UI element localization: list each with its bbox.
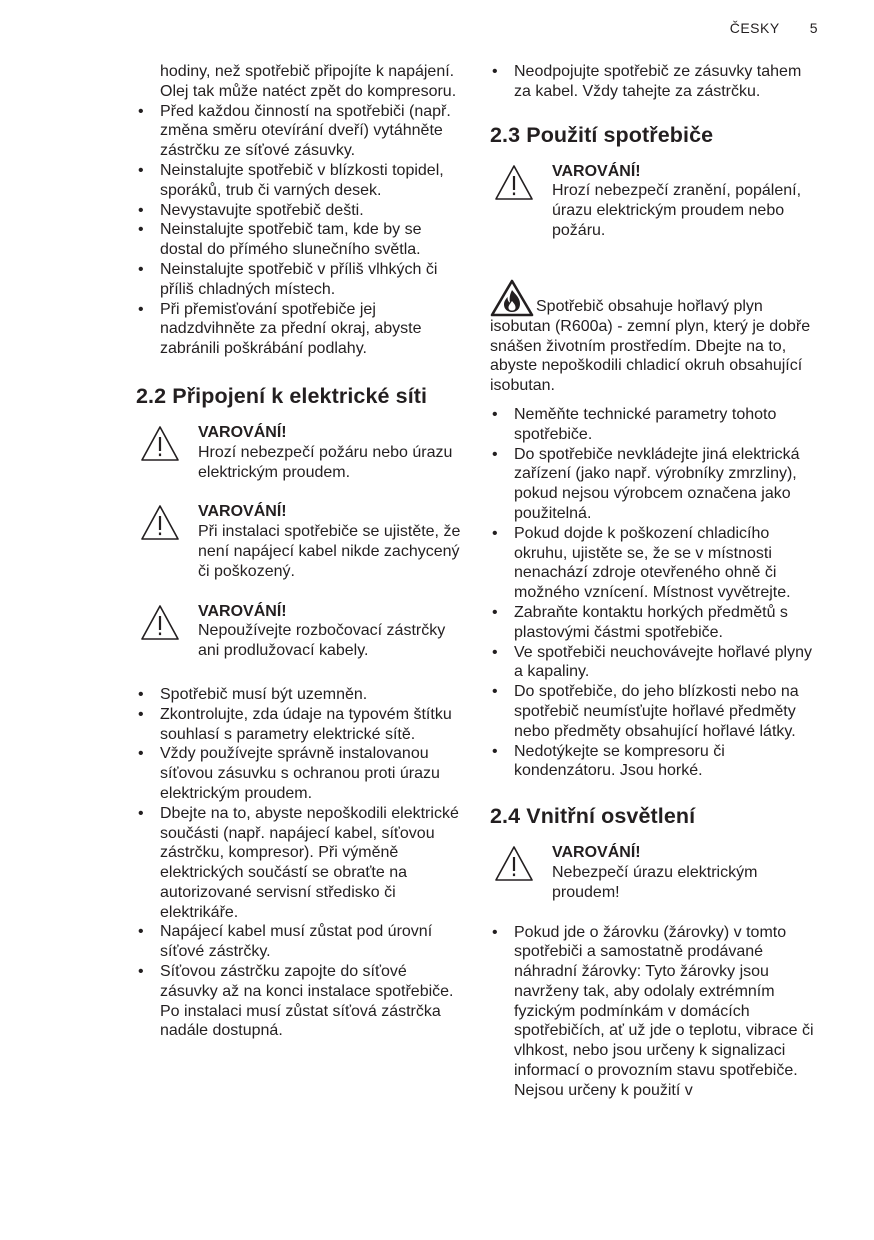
language-label: ČESKY [729,20,780,36]
warning-title: VAROVÁNÍ! [198,602,287,620]
list-item: • Síťovou zástrčku zapojte do síťové zásuvky až na konci instalace spotřebiče. Po instalaci musí zůstat síťová zástrčka nadále dostupná. [136,962,466,1041]
warning-text: Nebezpečí úrazu elektrickým proudem! [552,863,758,901]
electrical-list [136,685,466,1041]
list-item: • Pokud dojde k poškození chladicího okruhu, ujistěte se, že se v místnosti nenachází zdroje otevřeného ohně či možného vznícení. Místnost vyvětrejte. [490,524,820,603]
list-item: • Neinstalujte spotřebič v blízkosti topidel, sporáků, trub či varných desek. [136,161,466,201]
safety-list-top [490,62,820,102]
warning-title: VAROVÁNÍ! [198,423,287,441]
flammable-paragraph [490,279,820,396]
list-item: • Před každou činností na spotřebiči (např. změna směru otevírání dveří) vytáhněte zástrčku ze síťové zásuvky. [136,102,466,161]
warning-block [490,843,820,902]
warning-text: Nepoužívejte rozbočovací zástrčky ani prodlužovací kabely. [198,622,446,660]
list-item: • Pokud jde o žárovku (žárovky) v tomto spotřebiči a samostatně prodávané náhradní žárovky: Tyto žárovky jsou navrženy tak, aby odolaly extrémním fyzickým podmínkám v domácích spotřebičích, ať už jde o teplotu, vibrace či vlhkost, nebo jsou určeny k signalizaci informací o provozním stavu spotřebiče. Nejsou určeny k použití v [490,923,820,1101]
list-item: • Napájecí kabel musí zůstat pod úrovní síťové zástrčky. [136,922,466,962]
warning-title: VAROVÁNÍ! [552,162,641,180]
list-item: • Neměňte technické parametry tohoto spotřebiče. [490,405,820,445]
warning-text: Hrozí nebezpečí zranění, popálení, úrazu elektrickým proudem nebo požáru. [552,182,802,239]
list-item: • Spotřebič musí být uzemněn. [136,685,466,705]
section-heading: 2.3 Použití spotřebiče [490,122,714,147]
list-item: • Nedotýkejte se kompresoru či kondenzátoru. Jsou horké. [490,742,820,782]
list-item: • Neodpojujte spotřebič ze zásuvky tahem za kabel. Vždy tahejte za zástrčku. [490,62,820,102]
list-item: • Vždy používejte správně instalovanou síťovou zásuvku s ochranou proti úrazu elektrickým proudem. [136,744,466,803]
lighting-list [490,923,820,1101]
flammable-warning-icon [490,279,534,317]
continued-paragraph: hodiny, než spotřebič připojíte k napájení. Olej tak může natéct zpět do kompresoru. [160,63,457,100]
warning-title: VAROVÁNÍ! [552,844,641,862]
list-item: • Ve spotřebiči neuchovávejte hořlavé plyny a kapaliny. [490,643,820,683]
list-item: • Neinstalujte spotřebič tam, kde by se dostal do přímého slunečního světla. [136,220,466,260]
warning-title: VAROVÁNÍ! [198,503,287,521]
warning-triangle-icon [494,164,534,202]
list-item: • Neinstalujte spotřebič v příliš vlhkých či příliš chladných místech. [136,260,466,300]
page-number: 5 [809,20,818,36]
usage-list [490,405,820,781]
list-item: • Zabraňte kontaktu horkých předmětů s plastovými částmi spotřebiče. [490,603,820,643]
section-heading: 2.4 Vnitřní osvětlení [490,804,696,829]
warning-block [490,162,820,241]
list-item: • Při přemisťování spotřebiče jej nadzdvihněte za přední okraj, abyste zabránili poškrábání podlahy. [136,300,466,359]
warning-block [136,423,466,482]
warning-triangle-icon [140,604,180,642]
warning-block [136,502,466,581]
warning-block [136,602,466,661]
flammable-text: Spotřebič obsahuje hořlavý plyn isobutan (R600a) - zemní plyn, který je dobře snášen životním prostředím. Dbejte na to, abyste nepoškodili chladicí okruh obsahující isobutan. [490,297,811,395]
list-item: • Do spotřebiče, do jeho blízkosti nebo na spotřebič neumísťujte hořlavé předměty nebo předměty obsahující hořlavé látky. [490,682,820,741]
warning-triangle-icon [494,845,534,883]
left-column [136,62,466,1041]
safety-list-a [136,102,466,359]
page-header [730,20,818,36]
warning-text: Hrozí nebezpečí požáru nebo úrazu elektrickým proudem. [198,443,453,481]
list-item: • Dbejte na to, abyste nepoškodili elektrické součásti (např. napájecí kabel, síťovou zástrčku, kompresor). Při výměně elektrických součástí se obraťte na autorizované servisní středisko či elektrikáře. [136,804,466,923]
warning-triangle-icon [140,425,180,463]
warning-text: Při instalaci spotřebiče se ujistěte, že není napájecí kabel nikde zachycený či poškozený. [198,523,461,580]
right-column [490,62,820,1101]
list-item: • Zkontrolujte, zda údaje na typovém štítku souhlasí s parametry elektrické sítě. [136,705,466,745]
list-item: • Do spotřebiče nevkládejte jiná elektrická zařízení (jako např. výrobníky zmrzliny), pokud nejsou výrobcem označena jako použitelná. [490,445,820,524]
list-item: • Nevystavujte spotřebič dešti. [136,201,466,221]
section-heading: 2.2 Připojení k elektrické síti [136,383,428,408]
warning-triangle-icon [140,504,180,542]
